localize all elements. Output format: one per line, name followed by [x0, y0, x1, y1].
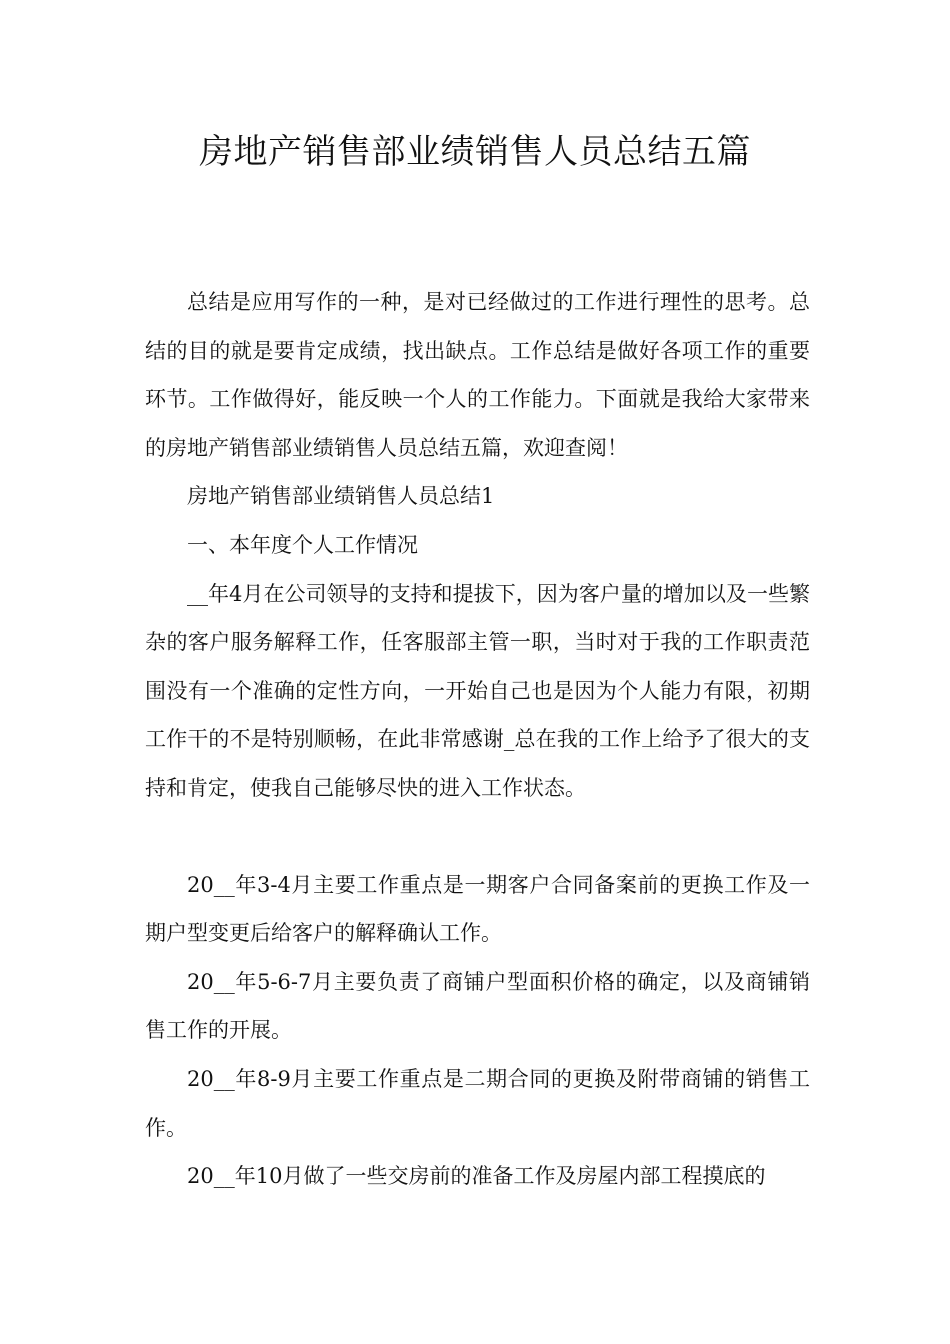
body-paragraph: 20__年8-9月主要工作重点是二期合同的更换及附带商铺的销售工作。 — [145, 1066, 810, 1140]
body-paragraph: 20__年5-6-7月主要负责了商铺户型面积价格的确定，以及商铺销售工作的开展。 — [145, 969, 810, 1043]
body-paragraph: 20__年3-4月主要工作重点是一期客户合同备案前的更换工作及一期户型变更后给客户的解释确认工作。 — [145, 872, 810, 946]
document-title: 房地产销售部业绩销售人员总结五篇 — [199, 132, 751, 172]
intro-paragraph: 总结是应用写作的一种，是对已经做过的工作进行理性的思考。总结的目的就是要肯定成绩，找出缺点。工作总结是做好各项工作的重要环节。工作做得好，能反映一个人的工作能力。下面就是我给大家带来的房地产销售部业绩销售人员总结五篇，欢迎查阅！ — [145, 290, 810, 460]
body-paragraph: __年4月在公司领导的支持和提拔下，因为客户量的增加以及一些繁杂的客户服务解释工作，任客服部主管一职，当时对于我的工作职责范围没有一个准确的定性方向，一开始自己也是因为个人能力有限，初期工作干的不是特别顺畅，在此非常感谢_总在我的工作上给予了很大的支持和肯定，使我自己能够尽快的进入工作状态。 — [145, 581, 810, 800]
body-paragraph: 20__年10月做了一些交房前的准备工作及房屋内部工程摸底的 — [187, 1164, 766, 1189]
section-heading: 房地产销售部业绩销售人员总结1 — [187, 484, 495, 509]
subsection-heading: 一、本年度个人工作情况 — [187, 532, 418, 557]
document-body — [145, 278, 810, 1201]
